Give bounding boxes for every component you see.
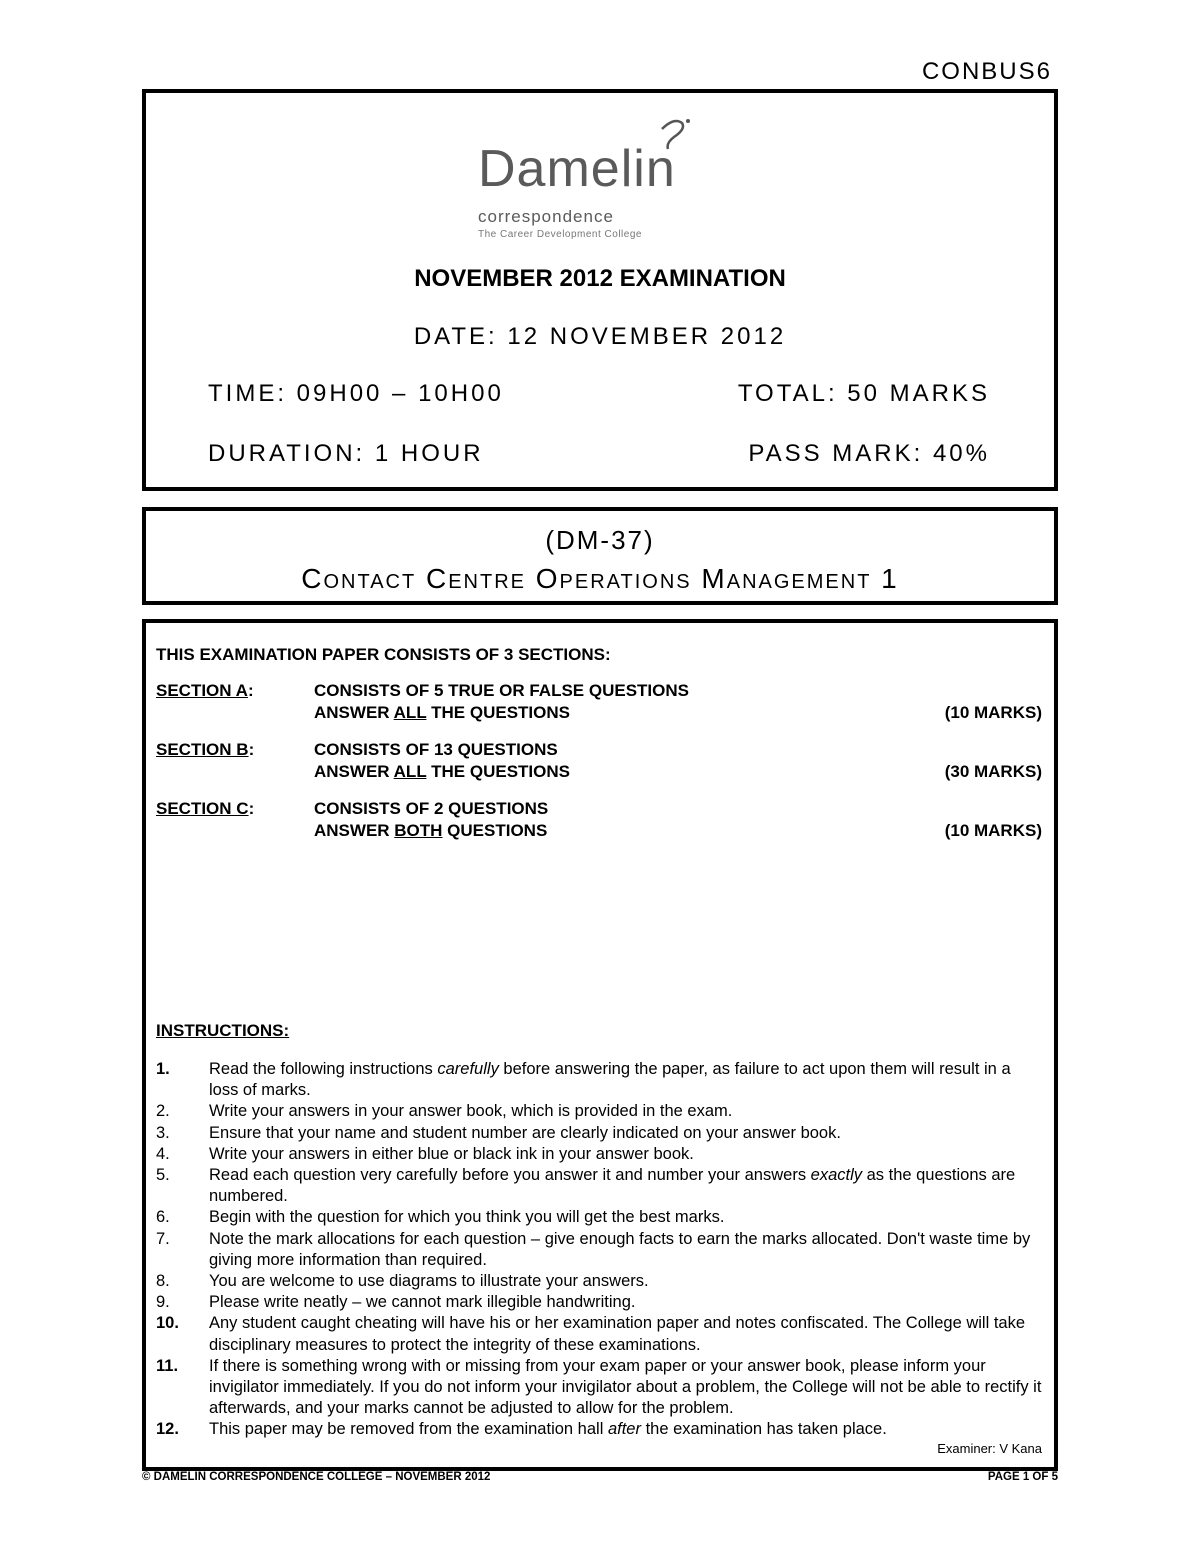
- footer-copyright: © DAMELIN CORRESPONDENCE COLLEGE – NOVEMBER 2012: [142, 1471, 491, 1483]
- section-description: CONSISTS OF 2 QUESTIONS: [314, 799, 549, 818]
- course-box: [142, 507, 1058, 605]
- instruction-item: 1. Read the following instructions carefully before answering the paper, as failure to act upon them will result in a loss of marks.: [156, 1060, 1011, 1100]
- exam-duration: DURATION: 1 HOUR: [208, 440, 484, 467]
- section-label: SECTION C:: [156, 799, 255, 818]
- instruction-item: 10. Any student caught cheating will have his or her examination paper and notes confiscated. The College will take disciplinary measures to protect the integrity of these examinations.: [156, 1314, 1026, 1354]
- exam-total-marks: TOTAL: 50 MARKS: [737, 380, 990, 407]
- examiner-name: Examiner: V Kana: [937, 1441, 1042, 1456]
- exam-header-box: [142, 89, 1058, 491]
- section-b-line1: [156, 740, 1042, 762]
- section-description: CONSISTS OF 5 TRUE OR FALSE QUESTIONS: [314, 681, 689, 700]
- paper-intro: THIS EXAMINATION PAPER CONSISTS OF 3 SECTIONS:: [156, 645, 611, 664]
- instruction-item: 4. Write your answers in either blue or black ink in your answer book.: [156, 1144, 694, 1163]
- section-description: CONSISTS OF 13 QUESTIONS: [314, 740, 558, 759]
- logo-subtitle: correspondence: [478, 207, 614, 226]
- logo-tagline: The Career Development College: [478, 229, 642, 240]
- course-code: (DM-37): [545, 525, 655, 555]
- section-marks: (10 MARKS): [944, 821, 1042, 840]
- section-answer-rule: ANSWER ALL THE QUESTIONS: [314, 762, 570, 781]
- instruction-item: 8. You are welcome to use diagrams to illustrate your answers.: [156, 1272, 649, 1291]
- instruction-item: 5. Read each question very carefully before you answer it and number your answers exactly as the questions are numbered.: [156, 1166, 1016, 1206]
- exam-title: NOVEMBER 2012 EXAMINATION: [414, 265, 786, 292]
- paper-info-box: [142, 619, 1058, 1471]
- instruction-item: 9. Please write neatly – we cannot mark illegible handwriting.: [156, 1293, 636, 1312]
- instructions-title: INSTRUCTIONS:: [156, 1021, 290, 1040]
- instruction-item: 11. If there is something wrong with or missing from your exam paper or your answer book, please inform your invigilator immediately. If you do not inform your invigilator about a problem, the College will not be able to rectify it afterwards, and your marks cannot be adjusted to allow for the problem.: [156, 1356, 1042, 1418]
- section-label: SECTION A:: [156, 681, 254, 700]
- damelin-logo: [476, 115, 736, 240]
- exam-time: TIME: 09H00 – 10H00: [208, 380, 504, 407]
- section-a-line1: [156, 681, 1042, 703]
- section-a-line2: [156, 703, 1042, 725]
- instruction-item: 6. Begin with the question for which you think you will get the best marks.: [156, 1208, 725, 1227]
- section-label: SECTION B:: [156, 740, 255, 759]
- section-c-line2: [156, 821, 1042, 843]
- section-marks: (10 MARKS): [944, 703, 1042, 722]
- instruction-item: 2. Write your answers in your answer book, which is provided in the exam.: [156, 1102, 733, 1121]
- section-b-line2: [156, 762, 1042, 784]
- exam-date: DATE: 12 NOVEMBER 2012: [413, 323, 787, 350]
- exam-pass-mark: PASS MARK: 40%: [748, 440, 990, 467]
- section-marks: (30 MARKS): [944, 762, 1042, 781]
- section-c-line1: [156, 799, 1042, 821]
- section-answer-rule: ANSWER ALL THE QUESTIONS: [314, 703, 570, 722]
- logo-wordmark: Damelin: [478, 140, 676, 198]
- course-name: Contact Centre Operations Management 1: [301, 563, 899, 594]
- section-answer-rule: ANSWER BOTH QUESTIONS: [314, 821, 548, 840]
- footer-page-number: PAGE 1 OF 5: [987, 1471, 1058, 1483]
- instruction-item: 7. Note the mark allocations for each question – give enough facts to earn the marks allocated. Don't waste time by giving more information than required.: [156, 1229, 1031, 1269]
- instruction-item: 12. This paper may be removed from the examination hall after the examination has taken place.: [156, 1420, 887, 1439]
- instructions-list: [156, 1059, 1042, 1441]
- paper-code: CONBUS6: [921, 58, 1052, 85]
- instruction-item: 3. Ensure that your name and student number are clearly indicated on your answer book.: [156, 1123, 841, 1142]
